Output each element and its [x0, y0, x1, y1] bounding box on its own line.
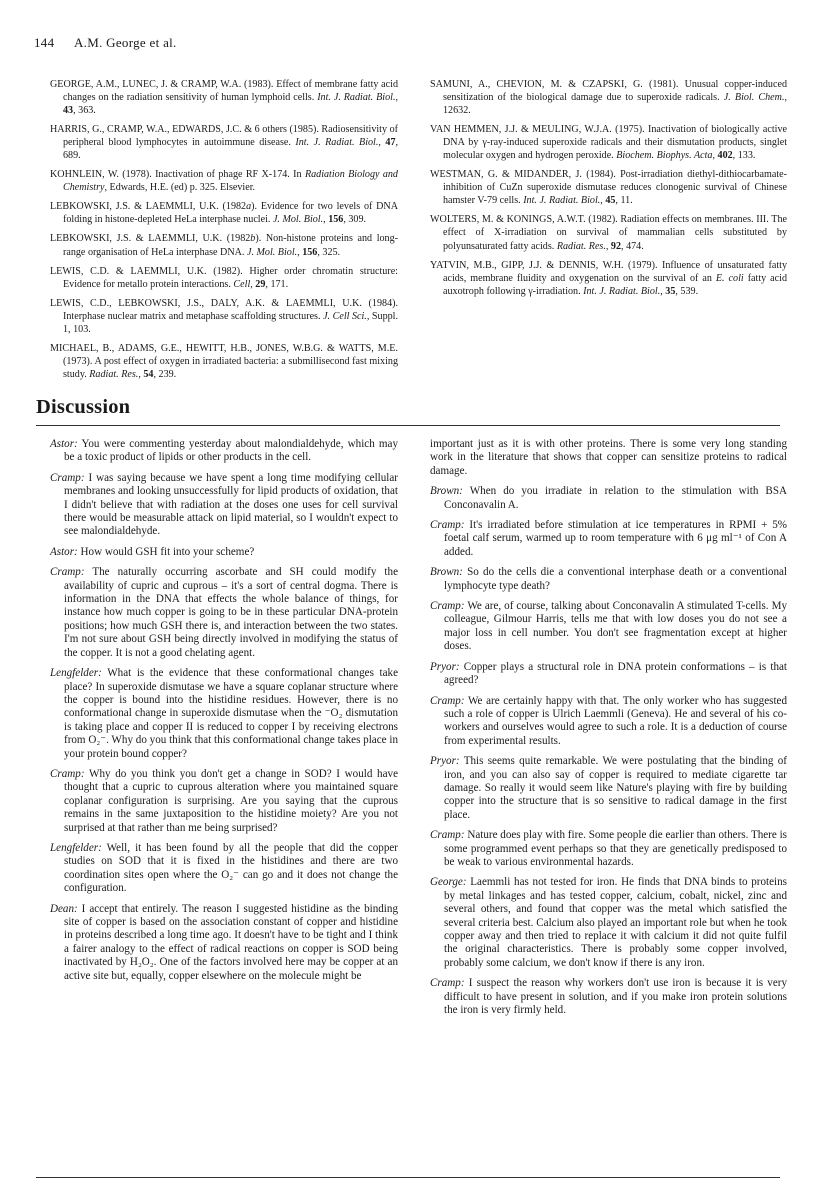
speaker-remark: Laemmli has not tested for iron. He finds that DNA binds to proteins by metal linkages and has tested copper, calcium, cobalt, nickel, zinc and several others, and found that copper was the metal which satisfied the several criteria best. Calcium also played an important role but when he took copper away and then tried to replace it with calcium it did not quite fulfil the original characteristics. There is probably some copper involved, probably some calcium, we don't know if there is any iron.: [444, 876, 787, 969]
reference-entry: VAN HEMMEN, J.J. & MEULING, W.J.A. (1975). Inactivation of biologically active DNA by γ-ray-induced superoxide radicals and their dismutation products, singlet molecular oxygen and hydrogen peroxide. Biochem. Biophys. Acta, 402, 133.: [430, 124, 787, 162]
running-head: [34, 35, 177, 51]
section-title: Discussion: [36, 396, 131, 418]
discussion-continuation: important just as it is with other proteins. There is some very long standing work in the literature that shows that copper can sensitize proteins to radical damage.: [430, 438, 787, 477]
discussion-paragraph: [50, 472, 398, 539]
discussion-right-exchanges: [430, 485, 787, 1017]
speaker-name: Cramp:: [50, 767, 85, 780]
speaker-name: Pryor:: [430, 660, 460, 673]
reference-entry: LEWIS, C.D., LEBKOWSKI, J.S., DALY, A.K. & LAEMMLI, U.K. (1984). Interphase nuclear matrix and metaphase scaffolding structures. J. Cell Sci., Suppl. 1, 103.: [50, 297, 398, 335]
discussion-paragraph: [430, 977, 787, 1017]
speaker-name: Dean:: [50, 902, 78, 915]
speaker-name: Lengfelder:: [50, 841, 102, 854]
speaker-name: Cramp:: [430, 519, 465, 532]
discussion-paragraph: [430, 755, 787, 822]
page-bottom-rule: [36, 1177, 780, 1178]
speaker-name: Brown:: [430, 485, 463, 498]
speaker-remark: So do the cells die a conventional interphase death or a conventional lymphocyte type death?: [444, 566, 787, 592]
speaker-name: Cramp:: [430, 829, 465, 842]
discussion-paragraph: [430, 829, 787, 869]
speaker-name: George:: [430, 876, 467, 889]
section-divider: [36, 425, 780, 426]
discussion-paragraph: [50, 768, 398, 835]
speaker-remark: Why do you think you don't get a change in SOD? I would have thought that a cupric to cuprous alteration where you maintained square coplanar configuration is surprising. Are you saying that the cuprous remains in the same juxtaposition to the histidine moiety? Are you not surprised at that rather than me being surprised?: [64, 767, 398, 834]
speaker-name: Astor:: [50, 438, 78, 450]
speaker-remark: I was saying because we have spent a long time modifying cellular membranes and looking unsuccessfully for lipid products of oxidation, that I didn't believe that with radiation at the doses one uses for cell survival there would be measurable attack on lipid material, so I wouldn't expect to see malondialdehyde.: [64, 471, 398, 538]
discussion-paragraph: [50, 903, 398, 983]
reference-entry: LEBKOWSKI, J.S. & LAEMMLI, U.K. (1982b). Non-histone proteins and long-range organisation of HeLa interphase DNA. J. Mol. Biol., 156, 325.: [50, 233, 399, 258]
reference-list-right: [430, 78, 787, 304]
speaker-remark: Nature does play with fire. Some people die earlier than others. There is some programmed event perhaps so that they are genetically predisposed to be weak to various environmental hazards.: [444, 829, 787, 868]
running-head-authors: A.M. George et al.: [73, 35, 177, 50]
reference-entry: HARRIS, G., CRAMP, W.A., EDWARDS, J.C. & 6 others (1985). Radiosensitivity of peripheral blood lymphocytes in autoimmune disease. Int. J. Radiat. Biol., 47, 689.: [50, 124, 399, 162]
discussion-paragraph: [50, 546, 398, 559]
reference-entry: LEWIS, C.D. & LAEMMLI, U.K. (1982). Higher order chromatin structure: Evidence for metallo protein interactions. Cell, 29, 171.: [50, 265, 398, 290]
speaker-name: Cramp:: [430, 694, 465, 707]
discussion-paragraph: [430, 600, 787, 654]
discussion-paragraph: [430, 876, 787, 970]
discussion-paragraph: [50, 842, 398, 896]
discussion-paragraph: [430, 566, 787, 593]
speaker-name: Cramp:: [430, 600, 465, 613]
speaker-name: Lengfelder:: [50, 667, 102, 680]
speaker-name: Cramp:: [50, 471, 85, 484]
reference-entry: WOLTERS, M. & KONINGS, A.W.T. (1982). Radiation effects on membranes. III. The effect of X-irradiation on survival of mammalian cells substituted by polyunsaturated fatty acids. Radiat. Res., 92, 474.: [430, 214, 787, 252]
speaker-name: Cramp:: [430, 977, 465, 990]
discussion-paragraph: [430, 519, 787, 559]
reference-entry: KOHNLEIN, W. (1978). Inactivation of phage RF X-174. In Radiation Biology and Chemistry, Edwards, H.E. (ed) p. 325. Elsevier.: [50, 169, 398, 194]
speaker-remark: What is the evidence that these conformational changes take place? In superoxide dismutase we have a square coplanar structure where the copper is bound into the histidine residues. However, there is no conformational change in superoxide dismutase when the ⁻O₂ dismutation is taking place and copper II is reduced to copper I by receiving electrons from O₂⁻. Why do you think that this conformational change takes place in your protein bound copper?: [64, 667, 398, 760]
speaker-name: Brown:: [430, 566, 463, 579]
speaker-name: Pryor:: [430, 755, 460, 768]
speaker-remark: How would GSH fit into your scheme?: [77, 545, 255, 558]
discussion-paragraph: [430, 485, 787, 512]
speaker-name: Astor:: [50, 545, 78, 558]
reference-entry: GEORGE, A.M., LUNEC, J. & CRAMP, W.A. (1983). Effect of membrane fatty acid changes on the radiation sensitivity of human lymphoid cells. Int. J. Radiat. Biol., 43, 363.: [50, 79, 398, 117]
discussion-paragraph: [430, 661, 787, 688]
reference-entry: YATVIN, M.B., GIPP, J.J. & DENNIS, W.H. (1979). Influence of unsaturated fatty acids, membrane fluidity and oxygenation on the survival of an E. coli fatty acid auxotroph following γ-irradiation. Int. J. Radiat. Biol., 35, 539.: [430, 259, 787, 297]
speaker-remark: The naturally occurring ascorbate and SH could modify the availability of cupric and cuprous – it's a sort of central dogma. There is information in the DNA that effects the whole balance of things, for instance how much copper is going to be in these particular DNA-protein positions; how much GSH there is, and interaction between the two states. I'm not sure about GSH being directly involved in modifying the status of the copper. It is not a good chelating agent.: [64, 566, 398, 659]
reference-entry: SAMUNI, A., CHEVION, M. & CZAPSKI, G. (1981). Unusual copper-induced sensitization of the biological damage due to superoxide radicals. J. Biol. Chem., 12632.: [430, 79, 787, 117]
speaker-remark: We are certainly happy with that. The only worker who has suggested such a role of copper is Ulrich Laemmli (Geneva). He and several of his co-workers and ourselves would agree to such a role. It is a deduction of course from experimental results.: [444, 694, 787, 747]
reference-entry: LEBKOWSKI, J.S. & LAEMMLI, U.K. (1982a). Evidence for two levels of DNA folding in histone-depleted HeLa interphase nuclei. J. Mol. Biol., 156, 309.: [50, 201, 399, 226]
speaker-remark: I accept that entirely. The reason I suggested histidine as the binding site of copper is based on the association constant of copper and histidine in proteins described a long time ago. It doesn't have to be tight and I think a fairer analogy to the effect of radical reactions on copper is SOD being inactivated by H₂O₂. One of the factors involved here may be copper at an active site but, equally, copper elsewhere on the molecule might be: [64, 902, 398, 982]
page-number: 144: [34, 35, 55, 50]
discussion-column-left: [50, 438, 398, 990]
discussion-paragraph: [430, 695, 787, 749]
speaker-remark: This seems quite remarkable. We were postulating that the binding of iron, and you can also say of copper is required to mediate cigarette tar damage. So really it would seem like Nature's playing with fire by building copper into the structure that is so sensitive to radical damage in the first place.: [444, 755, 787, 821]
speaker-remark: It's irradiated before stimulation at ice temperatures in RPMI + 5% foetal calf serum, warmed up to room temperature with 6 μg ml⁻¹ of Con A added.: [444, 519, 787, 558]
speaker-remark: When do you irradiate in relation to the stimulation with BSA Conconavalin A.: [444, 485, 787, 511]
discussion-paragraph: [50, 667, 398, 761]
reference-list-left: [50, 78, 398, 387]
speaker-remark: We are, of course, talking about Conconavalin A stimulated T-cells. My colleague, Gilmour Harris, tells me that with low doses you do not see a major loss in cell number. You don't see fragmentation except at higher doses.: [444, 600, 787, 653]
speaker-remark: Copper plays a structural role in DNA protein conformations – is that agreed?: [444, 660, 787, 687]
discussion-column-right: [430, 438, 787, 1024]
speaker-remark: I suspect the reason why workers don't use iron is because it is very difficult to have present in solution, and if you make iron protein solutions the iron is very firmly held.: [444, 977, 787, 1017]
speaker-remark: You were commenting yesterday about malondialdehyde, which may be a toxic product of lipids or other products in the cell.: [64, 438, 398, 464]
reference-entry: MICHAEL, B., ADAMS, G.E., HEWITT, H.B., JONES, W.B.G. & WATTS, M.E. (1973). A post effect of oxygen in irradiated bacteria: a submillisecond fast mixing study. Radiat. Res., 54, 239.: [50, 342, 398, 380]
speaker-name: Cramp:: [50, 566, 85, 579]
reference-entry: WESTMAN, G. & MIDANDER, J. (1984). Post-irradiation diethyl-dithiocarbamate-inhibition of CuZn superoxide dismutase reduces clonogenic survival of Chinese hamster V-79 cells. Int. J. Radiat. Biol., 45, 11.: [430, 169, 787, 207]
speaker-remark: Well, it has been found by all the people that did the copper studies on SOD that it is fixed in the histidines and there are two coordination sites open where the O₂⁻ can go and it does not change the configuration.: [64, 841, 398, 895]
discussion-paragraph: [50, 438, 398, 465]
discussion-paragraph: [50, 566, 398, 660]
